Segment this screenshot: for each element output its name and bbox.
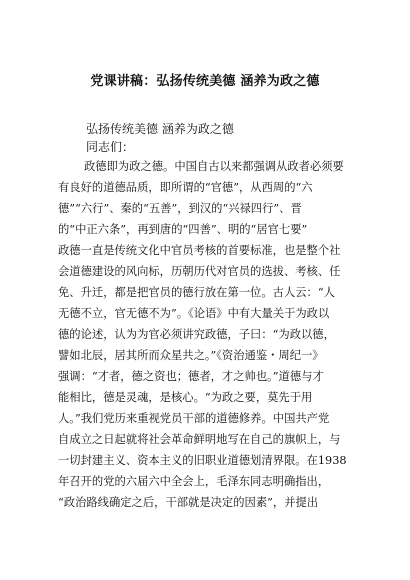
body-line: 免、升迁，都是把官员的德行放在第一位。古人云：“人 [58,286,335,299]
greeting: 同志们： [86,140,135,154]
body-line: 能相比，德是灵魂，是核心。“为政之要，莫先于用 [58,391,313,404]
body-line: 德的论述，认为为官必须讲究政德，子曰：“为政以德， [58,328,335,341]
document-title: 党课讲稿：弘扬传统美德 涵养为政之德 [90,74,320,89]
body-line: 无德不立，官无德不为”。《论语》中有大量关于为政以 [58,307,330,320]
body-line: 政德一直是传统文化中官员考核的首要标准，也是整个社 [58,244,341,257]
body-line: 有良好的道德品质，即所谓的“官德”，从西周的“六 [58,181,313,194]
body-line: “政治路线确定之后，干部就是决定的因素”，并提出 [58,496,319,509]
body-line: 自成立之日起就将社会革命鲜明地写在自己的旗帜上，与 [58,433,341,446]
body-line: 会道德建设的风向标，历朝历代对官员的选拔、考核、任 [58,265,341,278]
body-line: 人。”我们党历来重视党员干部的道德修养。中国共产党 [58,412,330,425]
body-line: 譬如北辰，居其所而众星共之。”《资治通鉴・周纪一》 [58,349,324,362]
body-line: 政德即为政之德。中国自古以来都强调从政者必须要 [84,160,344,173]
body-line: 的“中正六条”，再到唐的“四善”、明的“居官七要” [58,223,308,236]
body-line: 强调：“才者，德之资也；德者，才之帅也。”道德与才 [58,370,324,383]
body-line: 一切封建主义、资本主义的旧职业道德划清界限。在1938 [58,454,347,467]
document-subtitle: 弘扬传统美德 涵养为政之德 [86,122,234,136]
body-line: 年召开的党的六届六中全会上，毛泽东同志明确指出， [58,475,330,488]
body-line: 德”“六行”、秦的“五善”，到汉的“兴禄四行”、晋 [58,202,302,215]
